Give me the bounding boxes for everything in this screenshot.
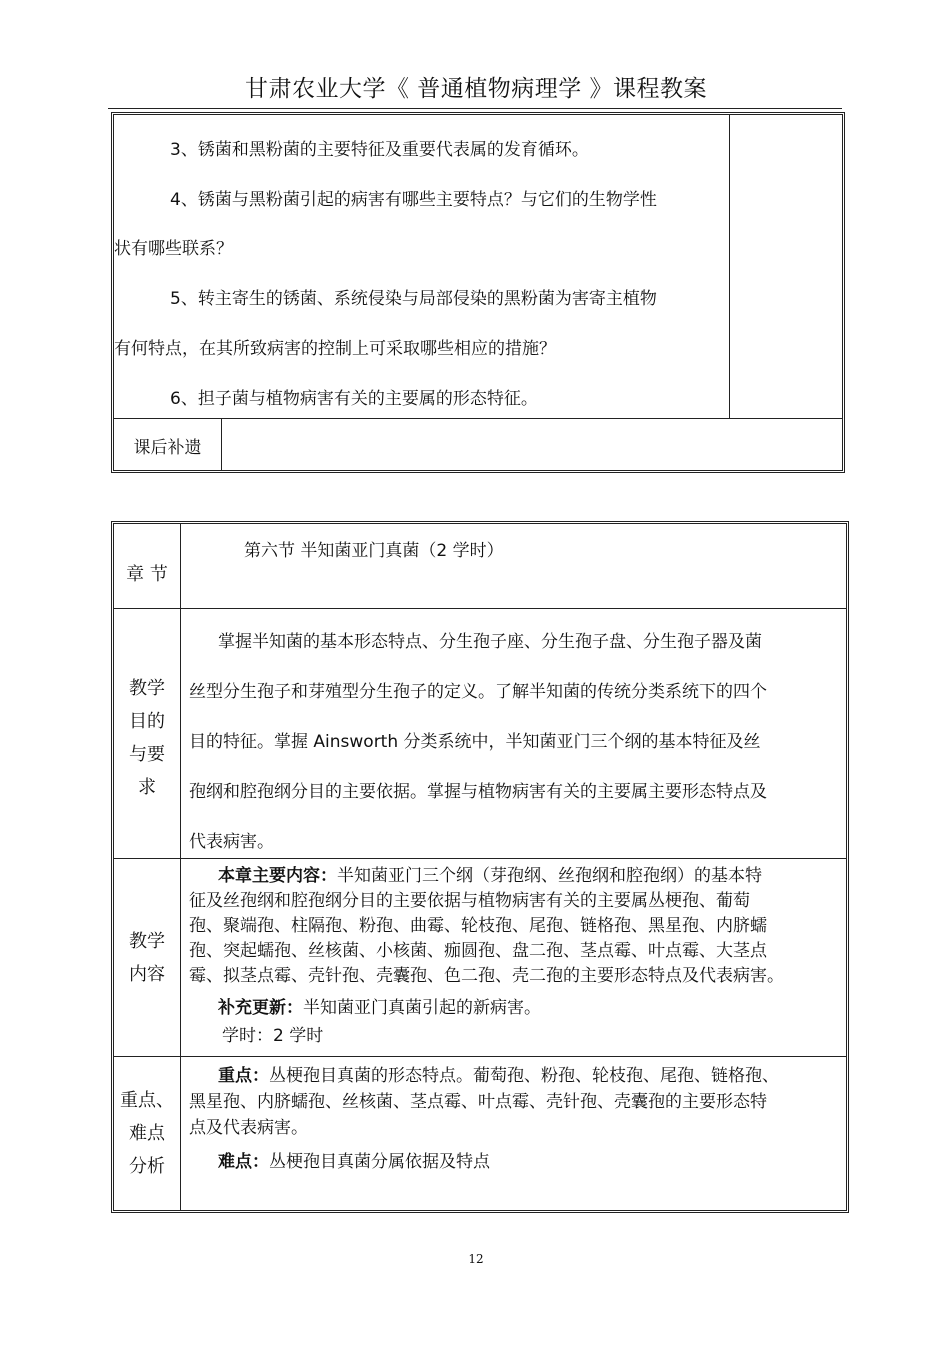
objectives-label-2: 目的 — [129, 710, 165, 732]
key-line-2: 黑星孢、内脐蠕孢、丝核菌、茎点霉、叶点霉、壳针孢、壳囊孢的主要形态特 — [189, 1092, 767, 1112]
after-class-row — [114, 418, 842, 471]
question-line-5b: 有何特点，在其所致病害的控制上可采取哪些相应的措施？ — [114, 339, 556, 359]
key-heading: 重点： — [218, 1066, 269, 1086]
header-rule — [108, 108, 842, 109]
keypoints-label-1: 重点、 — [120, 1090, 174, 1111]
question-line-4b: 状有哪些联系？ — [114, 239, 233, 259]
after-class-value — [222, 419, 842, 471]
objectives-row — [114, 608, 846, 858]
keypoints-label-3: 分析 — [129, 1156, 165, 1177]
objectives-label — [114, 609, 181, 858]
update-heading: 补充更新： — [218, 998, 303, 1018]
objectives-cell — [181, 609, 846, 858]
chapter-title: 第六节 半知菌亚门真菌（2 学时） — [244, 541, 504, 561]
content-row — [114, 858, 846, 1056]
difficult-text: 丛梗孢目真菌分属依据及特点 — [269, 1152, 490, 1172]
content-line-4: 孢、突起蠕孢、丝核菌、小核菌、痂圆孢、盘二孢、茎点霉、叶点霉、大茎点 — [189, 941, 767, 961]
objectives-line-5: 代表病害。 — [189, 832, 274, 852]
content-line-2: 征及丝孢纲和腔孢纲分目的主要依据与植物病害有关的主要属丛梗孢、葡萄 — [189, 891, 750, 911]
difficult-heading: 难点： — [218, 1152, 269, 1172]
keypoints-cell — [181, 1057, 846, 1210]
content-label — [114, 859, 181, 1056]
chapter-cell — [181, 524, 846, 608]
question-line-6: 6、担子菌与植物病害有关的主要属的形态特征。 — [170, 389, 538, 409]
update-text: 半知菌亚门真菌引起的新病害。 — [303, 998, 541, 1018]
key-line-1-text: 丛梗孢目真菌的形态特点。葡萄孢、粉孢、轮枝孢、尾孢、链格孢、 — [269, 1066, 779, 1086]
chapter-row — [114, 524, 846, 608]
after-class-label: 课后补遗 — [114, 419, 222, 471]
keypoints-row — [114, 1056, 846, 1210]
question-line-3: 3、锈菌和黑粉菌的主要特征及重要代表属的发育循环。 — [170, 140, 589, 160]
content-line-3: 孢、聚端孢、柱隔孢、粉孢、曲霉、轮枝孢、尾孢、链格孢、黑星孢、内脐蠕 — [189, 916, 767, 936]
continuation-content-cell — [114, 115, 730, 418]
question-line-4a: 4、锈菌与黑粉菌引起的病害有哪些主要特点？与它们的生物学性 — [170, 190, 657, 210]
objectives-line-3: 目的特征。掌握 Ainsworth 分类系统中，半知菌亚门三个纲的基本特征及丝 — [189, 732, 761, 752]
objectives-label-1: 教学 — [129, 677, 165, 699]
difficult-line — [218, 1147, 490, 1172]
content-line-1-text: 半知菌亚门三个纲（芽孢纲、丝孢纲和腔孢纲）的基本特 — [337, 866, 762, 886]
continuation-table — [111, 112, 845, 473]
content-update-line — [218, 993, 541, 1018]
content-label-2: 内容 — [129, 963, 165, 985]
objectives-label-4: 求 — [138, 776, 156, 798]
content-heading: 本章主要内容： — [218, 866, 337, 886]
chapter-label — [114, 524, 181, 608]
lesson-plan-table — [111, 521, 849, 1213]
keypoints-label-2: 难点 — [129, 1123, 165, 1144]
key-line-3: 点及代表病害。 — [189, 1118, 308, 1138]
chapter-label-text: 章 节 — [126, 564, 168, 585]
objectives-line-1: 掌握半知菌的基本形态特点、分生孢子座、分生孢子盘、分生孢子器及菌 — [218, 632, 762, 652]
question-line-5a: 5、转主寄生的锈菌、系统侵染与局部侵染的黑粉菌为害寄主植物 — [170, 289, 657, 309]
objectives-label-3: 与要 — [129, 743, 165, 765]
content-line-1 — [218, 861, 762, 886]
content-line-5: 霉、拟茎点霉、壳针孢、壳囊孢、色二孢、壳二孢的主要形态特点及代表病害。 — [189, 966, 784, 986]
content-cell — [181, 859, 846, 1056]
key-line-1 — [218, 1061, 779, 1086]
content-hours: 学时：2 学时 — [222, 1026, 324, 1046]
objectives-line-4: 孢纲和腔孢纲分目的主要依据。掌握与植物病害有关的主要属主要形态特点及 — [189, 782, 767, 802]
objectives-line-2: 丝型分生孢子和芽殖型分生孢子的定义。了解半知菌的传统分类系统下的四个 — [189, 682, 767, 702]
content-label-1: 教学 — [129, 930, 165, 952]
page-number: 12 — [468, 1252, 484, 1266]
keypoints-label — [114, 1057, 181, 1210]
page-header-title: 甘肃农业大学《 普通植物病理学 》课程教案 — [244, 76, 708, 102]
